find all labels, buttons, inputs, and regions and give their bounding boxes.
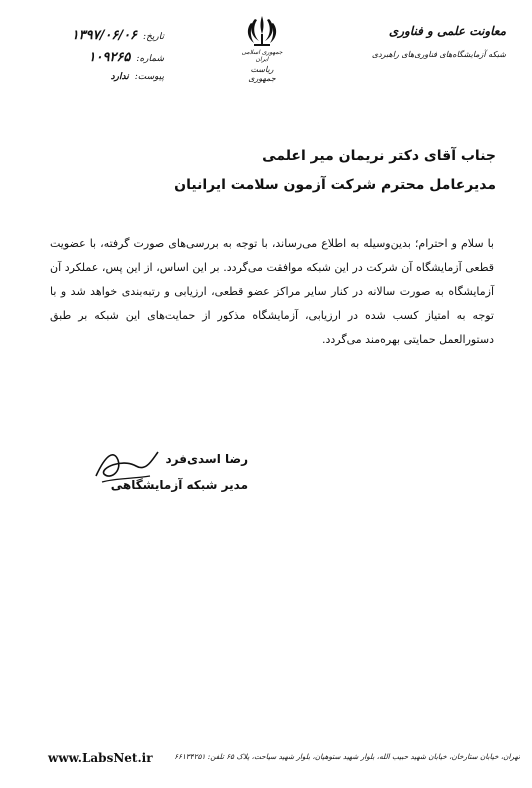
letter-meta [14, 28, 164, 94]
organization-subtitle: شبکه آزمایشگاه‌های فناوری‌های راهبردی [371, 50, 506, 59]
addressee-name: جناب آقای دکتر نریمان میر اعلمی [262, 148, 496, 164]
footer-website: www.LabsNet.ir [48, 751, 153, 765]
number-label: شماره: [136, 54, 164, 64]
signature-block [88, 452, 248, 492]
emblem-block [236, 14, 288, 83]
iran-emblem-icon [245, 14, 279, 48]
signatory-title: مدیر شبکه آزمایشگاهی [110, 478, 248, 492]
signatory-name: رضا اسدی‌فرد [165, 452, 248, 466]
date-label: تاریخ: [143, 32, 164, 42]
number-row [14, 50, 164, 72]
emblem-country-text: جمهوری اسلامی ایران [241, 49, 283, 63]
letter-body: با سلام و احترام؛ بدین‌وسیله به اطلاع می‌رساند، با توجه به بررسی‌های صورت گرفته، با عضویت قطعی آزمایشگاه آن شرکت در این شبکه موافقت می‌گردد. بر این اساس، از این پس، عملکرد آن آزمایشگاه به صورت سالانه در کنار سایر مراکز عضو قطعی، ارزیابی و رتبه‌بندی خواهد شد و با توجه به امتیاز کسب شده در ارزیابی، آزمایشگاه مذکور از حمایت‌های این شبکه بر طبق دستورالعمل حمایتی بهره‌مند می‌گردد. [50, 237, 494, 346]
date-row [14, 28, 164, 50]
addressee-block [174, 142, 496, 200]
attachment-label: پیوست: [134, 72, 164, 82]
organization-title: معاونت علمی و فناوری [388, 24, 506, 38]
addressee-position: مدیرعامل محترم شرکت آزمون سلامت ایرانیان [174, 177, 496, 193]
attachment-row [14, 72, 164, 94]
number-value: ۱۰۹۲۶۵ [88, 50, 131, 65]
emblem-presidency-text: ریاست جمهوری [248, 65, 276, 83]
footer-address: تهران، خیابان ستارخان، خیابان شهید حبیب الله، بلوار شهید ستوهیان، بلوار شهید سیاحت، پلاک ۶۵ تلفن: ۶۶۱۳۴۲۵۱ [174, 752, 520, 761]
date-value: ۱۳۹۷/۰۶/۰۶ [71, 28, 138, 43]
attachment-value: ندارد [110, 72, 129, 82]
organization-header [372, 24, 506, 59]
